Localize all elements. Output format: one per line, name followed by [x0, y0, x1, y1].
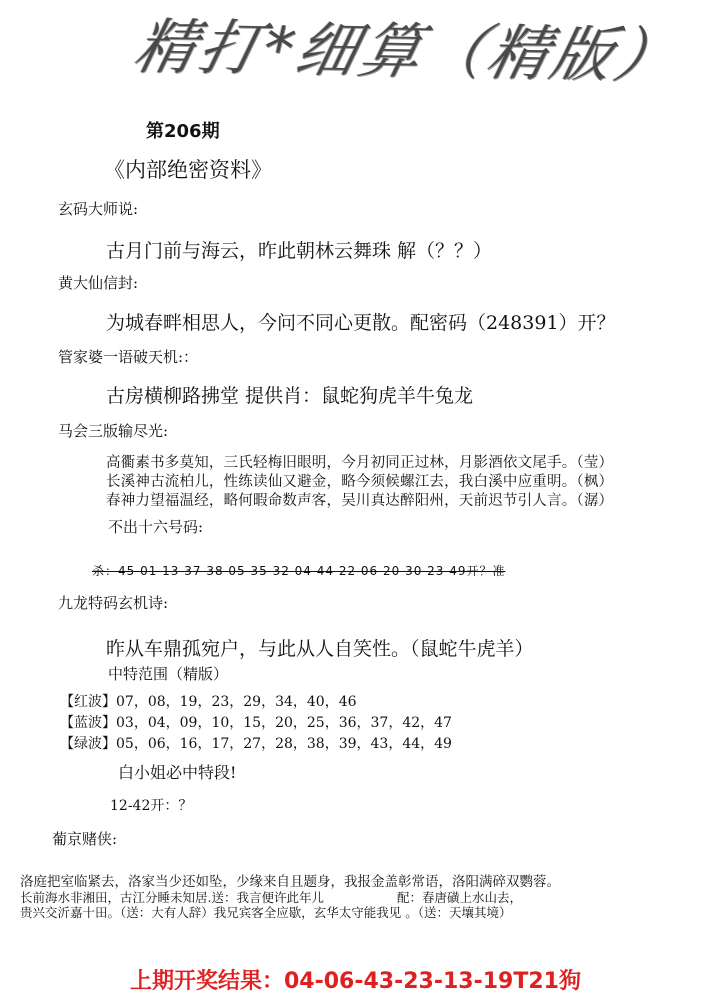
issue-number: 第206期: [146, 121, 220, 142]
document-title: 《内部绝密资料》: [104, 158, 272, 182]
huangdaxian-verse: 为城春畔相思人，今问不同心更散。配密码（248391）开？: [106, 312, 616, 334]
wave-green: [60, 733, 452, 753]
buchu-label: 不出十六号码:: [108, 518, 204, 536]
puijing-line-3: 贵兴交沂嘉十田。（送：大有人辞）我兄宾客全应歇，玄华太守能我见 。（送：天壤其境）: [20, 905, 512, 920]
mahui-label: 马会三版输尽光:: [58, 422, 169, 440]
wave-green-numbers: 05，06，16，17，27，28，38，39，43，44，49: [116, 736, 452, 752]
wave-red-tag: 【红波】: [60, 694, 116, 710]
puijing-line-2b: 配：春唐磺上水山去，: [397, 890, 523, 905]
mahui-poem-line-1: 高衢素书多莫知，三氏轻梅旧眼明，今月初同正过林，月影酒依文尾手。（莹）: [106, 455, 614, 471]
wave-blue: [60, 712, 452, 732]
jiulong-verse: 昨从车鼎孤宛户，与此从人自笑性。（鼠蛇牛虎羊）: [106, 638, 534, 660]
huangdaxian-label: 黄大仙信封:: [58, 274, 139, 292]
wave-red-numbers: 07，08，19，23，29，34，40，46: [116, 694, 357, 710]
guanjiapo-label: 管家婆一语破天机:：: [58, 348, 199, 366]
puijing-line-2a: 长前海水非湘田，古江分睡未知居.送：我言便许此年儿: [20, 890, 324, 905]
puijing-line-1: 洛庭把室临紧去，洛家当少还如坠，少缘来自且题身，我报金盖彰常语，洛阳满碎双鹦蓉。: [20, 874, 560, 890]
strike-numbers: 杀：45 01 13 37 38 05 35 32 04 44 22 06 20 30 23 49开？准: [92, 564, 506, 578]
puijing-label: 葡京赌侠:: [52, 830, 118, 848]
header-title-image: 精打*细算（精版）: [127, 12, 688, 92]
mahui-poem-line-2: 长溪神古流柏儿，性练读仙又避金，略今须候螺江去，我白溪中应重明。（枫）: [106, 474, 614, 490]
wave-red: [60, 691, 357, 711]
range-open: 12-42开：？: [110, 798, 193, 814]
xuanma-verse: 古月门前与海云，昨此朝林云舞珠 解（？？）: [106, 240, 493, 262]
wave-blue-tag: 【蓝波】: [60, 715, 116, 731]
jiulong-label: 九龙特码玄机诗:: [58, 594, 169, 612]
baixiaojie-line: 白小姐必中特段!: [118, 763, 237, 782]
xuanma-label: 玄码大师说:: [58, 200, 139, 218]
guanjiapo-verse: 古房横柳路拂堂 提供肖：鼠蛇狗虎羊牛兔龙: [106, 385, 474, 407]
wave-green-tag: 【绿波】: [60, 736, 116, 752]
last-draw-result: 上期开奖结果：04-06-43-23-13-19T21狗: [130, 969, 581, 994]
wave-blue-numbers: 03，04，09，10，15，20，25，36，37，42，47: [116, 715, 452, 731]
range-label: 中特范围（精版）: [108, 665, 229, 683]
mahui-poem-line-3: 春神力望福温经，略何暇命数声客，吴川真达醉阳州，天前迟节引人言。（潺）: [106, 493, 614, 509]
